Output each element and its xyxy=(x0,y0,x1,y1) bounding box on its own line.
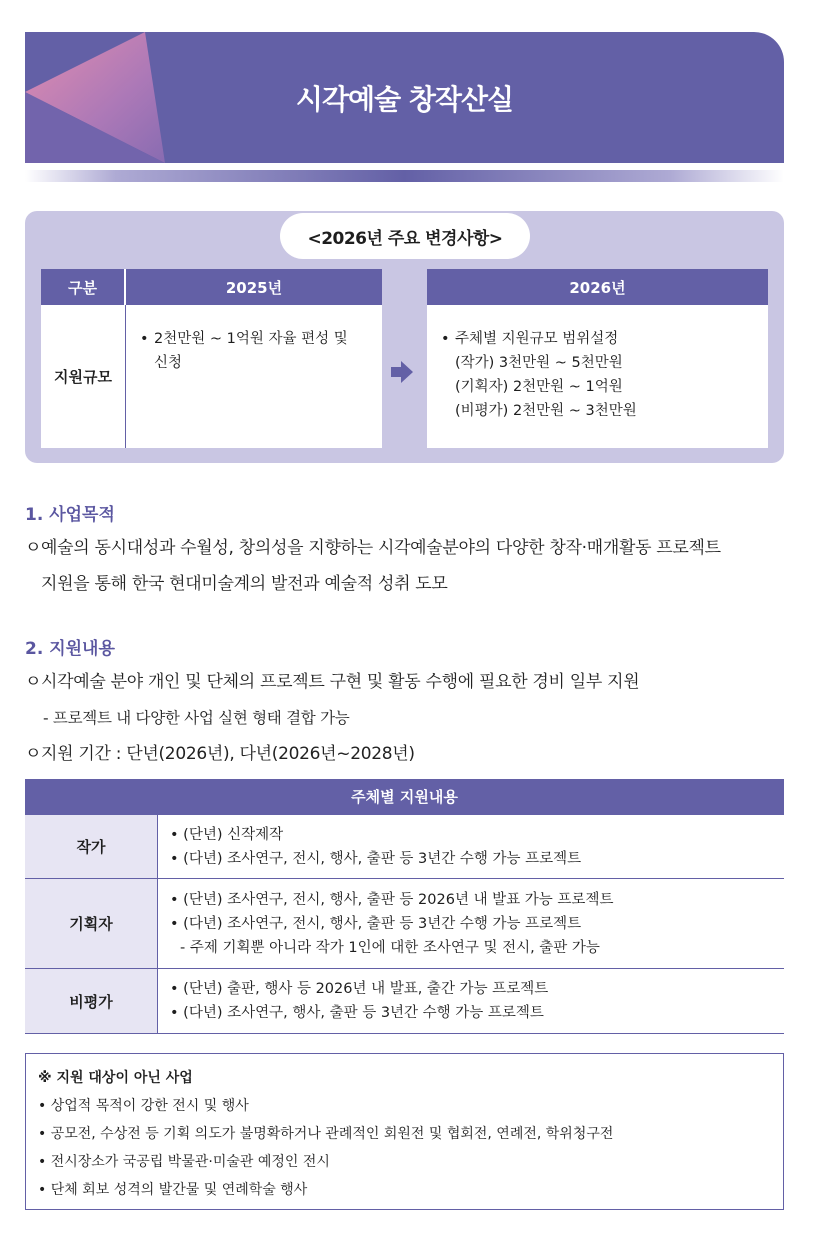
note-item: • 공모전, 수상전 등 기획 의도가 불명확하거나 관례적인 회원전 및 협회전, 연례전, 학위청구전 xyxy=(38,1126,614,1142)
table-row xyxy=(25,969,784,1034)
row-line: • (단년) 조사연구, 전시, 행사, 출판 등 2026년 내 발표 가능 프로젝트 xyxy=(170,891,614,908)
row-subline: - 주제 기획뿐 아니라 작가 1인에 대한 조사연구 및 전시, 출판 가능 xyxy=(180,939,600,956)
row-label: 기획자 xyxy=(25,879,158,968)
purpose-line: 예술의 동시대성과 수월성, 창의성을 지향하는 시각예술분야의 다양한 창작·매개활동 프로젝트 xyxy=(41,538,721,558)
row-content xyxy=(158,969,784,1033)
page-title: 시각예술 창작산실 xyxy=(295,82,514,116)
content-line: 지원 기간 : 단년(2026년), 다년(2026년~2028년) xyxy=(41,744,415,764)
header-2025: 2025년 xyxy=(225,278,283,297)
banner-divider xyxy=(25,170,784,182)
row-label-scale: 지원규모 xyxy=(41,305,126,448)
row-content xyxy=(158,815,784,878)
row-line: • (다년) 조사연구, 전시, 행사, 출판 등 3년간 수행 가능 프로젝트 xyxy=(170,915,582,932)
cell-2025-content xyxy=(126,305,382,448)
cell-2026-content xyxy=(427,305,768,448)
row-line: • (단년) 신작제작 xyxy=(170,826,284,843)
section-heading-purpose: 1. 사업목적 xyxy=(25,505,115,525)
bullet: • xyxy=(441,331,450,347)
cell-line: 주체별 지원규모 범위설정 xyxy=(455,331,619,347)
cell-line: (비평가) 2천만원 ~ 3천만원 xyxy=(455,403,637,419)
title-banner xyxy=(25,32,784,163)
row-line: • (다년) 조사연구, 전시, 행사, 출판 등 3년간 수행 가능 프로젝트 xyxy=(170,850,582,867)
table-2025-row xyxy=(41,305,382,448)
table-2025 xyxy=(41,269,382,448)
note-title: ※ 지원 대상이 아닌 사업 xyxy=(38,1070,193,1086)
bullet: • xyxy=(140,331,149,347)
section-content-text xyxy=(25,664,639,772)
note-item: • 전시장소가 국공립 박물관·미술관 예정인 전시 xyxy=(38,1154,330,1170)
row-line: • (다년) 조사연구, 행사, 출판 등 3년간 수행 가능 프로젝트 xyxy=(170,1005,544,1021)
circle-bullet: ㅇ xyxy=(25,744,42,764)
cell-line: 신청 xyxy=(154,355,183,371)
support-table xyxy=(25,779,784,1034)
header-category: 구분 xyxy=(41,269,126,305)
table-2026 xyxy=(427,269,768,448)
cell-line: 2천만원 ~ 1억원 자율 편성 및 xyxy=(154,331,348,347)
table-2025-header xyxy=(41,269,382,305)
row-line: • (단년) 출판, 행사 등 2026년 내 발표, 출간 가능 프로젝트 xyxy=(170,981,549,997)
note-item: • 상업적 목적이 강한 전시 및 행사 xyxy=(38,1098,249,1114)
table-row xyxy=(25,814,784,879)
cell-line: (작가) 3천만원 ~ 5천만원 xyxy=(455,355,623,371)
circle-bullet: ㅇ xyxy=(25,538,42,558)
row-label: 비평가 xyxy=(25,969,158,1033)
circle-bullet: ㅇ xyxy=(25,672,42,692)
row-content xyxy=(158,879,784,968)
content-subline: - 프로젝트 내 다양한 사업 실현 형태 결합 가능 xyxy=(43,709,350,727)
cell-line: (기획자) 2천만원 ~ 1억원 xyxy=(455,379,623,395)
support-table-header: 주체별 지원내용 xyxy=(25,779,784,814)
row-label: 작가 xyxy=(25,815,158,878)
section-heading-content: 2. 지원내용 xyxy=(25,639,115,659)
table-row xyxy=(25,879,784,969)
content-line: 시각예술 분야 개인 및 단체의 프로젝트 구현 및 활동 수행에 필요한 경비 일부 지원 xyxy=(41,672,640,692)
purpose-line: 지원을 통해 한국 현대미술계의 발전과 예술적 성취 도모 xyxy=(41,574,448,594)
changes-panel xyxy=(25,211,784,463)
changes-title: <2026년 주요 변경사항> xyxy=(280,213,530,259)
header-2026: 2026년 xyxy=(569,278,626,297)
exclusion-note xyxy=(25,1053,784,1210)
table-2026-header xyxy=(427,269,768,305)
right-arrow-icon xyxy=(391,361,413,383)
note-item: • 단체 회보 성격의 발간물 및 연례학술 행사 xyxy=(38,1182,308,1198)
section-purpose-text xyxy=(25,530,721,602)
